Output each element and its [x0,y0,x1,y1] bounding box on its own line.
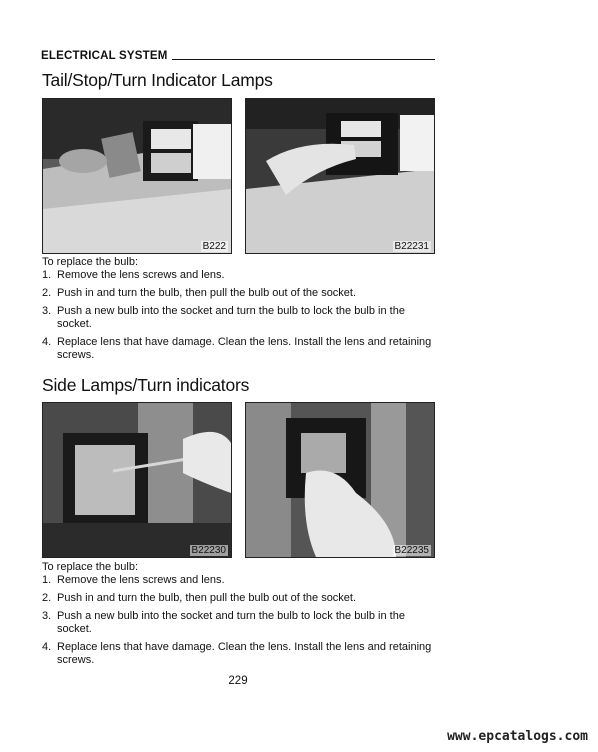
step-text: Replace lens that have damage. Clean the lens. Install the lens and retaining screws. [57,641,432,666]
photo-code: B22231 [394,241,429,252]
steps-side-lamps [42,561,436,667]
steps-intro: To replace the bulb: [42,256,139,268]
section-header-label: ELECTRICAL SYSTEM [41,50,168,62]
photo-code: B22235 [394,545,429,556]
photo-code: B22230 [191,545,226,556]
step-item [42,269,436,282]
step-number: 4. [42,336,52,348]
step-item [42,641,436,667]
step-text: Push a new bulb into the socket and turn the bulb to lock the bulb in the socket. [57,610,405,635]
step-item [42,287,436,300]
step-text: Replace lens that have damage. Clean the lens. Install the lens and retaining screws. [57,336,432,361]
step-item [42,336,436,362]
photo-code: B222 [202,241,226,252]
photo-side-lamp-screwdriver [42,402,232,558]
step-item [42,610,436,636]
photo-tail-lamp-removed-lens [42,98,232,254]
step-text: Push in and turn the bulb, then pull the bulb out of the socket. [57,592,357,604]
photo-side-lamp-bulb-hand [245,402,435,558]
step-number: 1. [42,574,52,586]
step-item [42,574,436,587]
step-number: 2. [42,592,52,604]
step-text: Push in and turn the bulb, then pull the bulb out of the socket. [57,287,357,299]
step-number: 2. [42,287,52,299]
photo-tail-lamp-bulb-hand [245,98,435,254]
step-text: Remove the lens screws and lens. [57,269,225,281]
steps-intro: To replace the bulb: [42,561,139,573]
page-number: 229 [228,675,248,687]
step-number: 1. [42,269,52,281]
step-text: Remove the lens screws and lens. [57,574,225,586]
header-rule [172,59,435,60]
section-title-tail-lamps: Tail/Stop/Turn Indicator Lamps [42,70,273,90]
step-item [42,592,436,605]
step-number: 3. [42,610,52,622]
section-header [41,48,435,62]
steps-tail-lamps [42,256,436,362]
step-number: 4. [42,641,52,653]
step-number: 3. [42,305,52,317]
step-text: Push a new bulb into the socket and turn the bulb to lock the bulb in the socket. [57,305,405,330]
section-title-side-lamps: Side Lamps/Turn indicators [42,375,250,395]
step-item [42,305,436,331]
watermark: www.epcatalogs.com [447,729,588,744]
